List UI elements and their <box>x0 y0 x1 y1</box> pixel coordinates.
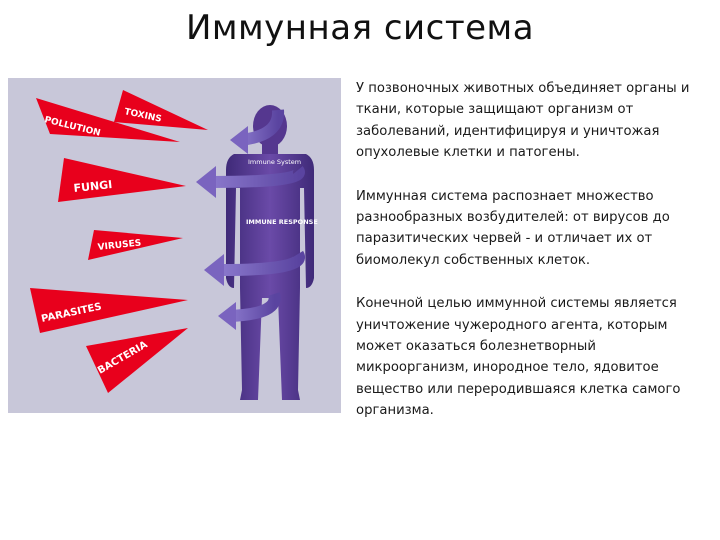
body-label-immune-system: Immune System <box>248 158 302 166</box>
description-text <box>356 78 708 444</box>
immune-system-illustration <box>8 78 341 413</box>
pennant-viruses-label: VIRUSES <box>97 238 142 253</box>
paragraph-goal: Конечной целью иммунной системы является уничтожение чужеродного агента, которым может оказаться болезнетворный микроорганизм, инородное тело, ядовитое вещество или переродившаяся клетка самого организма. <box>356 296 681 419</box>
pennant-toxins-label: TOXINS <box>123 107 163 125</box>
body-label-immune-response: IMMUNE RESPONSE <box>246 218 318 226</box>
pennant-parasites-label: PARASITES <box>40 301 103 325</box>
paragraph-recognition: Иммунная система распознает множество разнообразных возбудителей: от вирусов до паразитических червей - и отличает их от биомолекул собственных клеток. <box>356 188 670 268</box>
pennant-fungi-label: FUNGI <box>72 178 113 195</box>
pennant-bacteria-label: BACTERIA <box>96 339 150 377</box>
pennant-pollution-label: POLLUTION <box>43 115 102 139</box>
page-title: Иммунная система <box>185 8 535 48</box>
paragraph-definition: У позвоночных животных объединяет органы и ткани, которые защищают организм от заболеваний, идентифицируя и уничтожая опухолевые клетки и патогены. <box>356 81 690 161</box>
